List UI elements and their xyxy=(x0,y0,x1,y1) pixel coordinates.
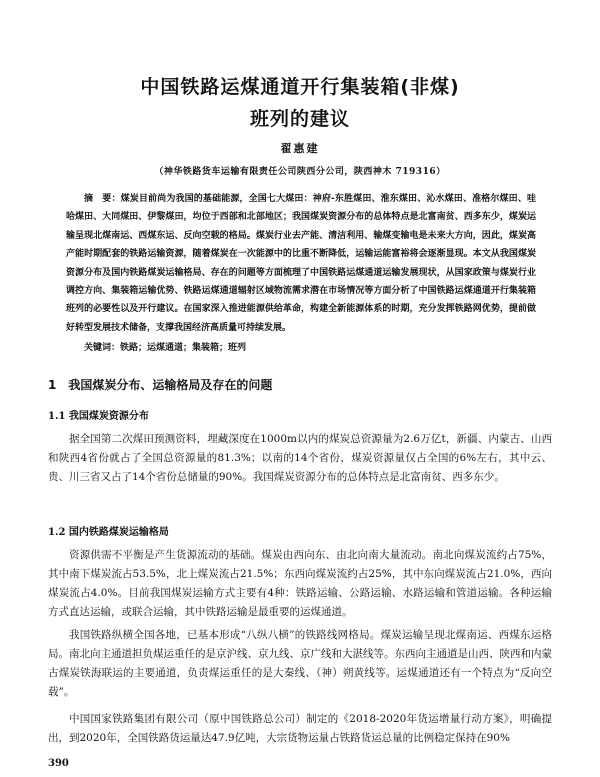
keywords-label: 关键词： xyxy=(84,343,121,353)
section-1-heading: 1 我国煤炭分布、运输格局及存在的问题 xyxy=(48,378,273,392)
abstract-label: 摘 要： xyxy=(84,194,121,204)
keywords xyxy=(66,340,554,353)
abstract xyxy=(66,190,536,337)
section-1-1-heading: 1.1 我国煤炭资源分布 xyxy=(48,411,149,422)
abstract-text: 煤炭目前尚为我国的基础能源，全国七大煤田：神府-东胜煤田、淮东煤田、沁水煤田、准格尔煤田、哇哈煤田、大同煤田、伊黎煤田，均位于西部和北部地区；我国煤炭资源分布的总体特点是北富南贫、西多东少，煤炭运输呈现北煤南运、西煤东运、反向空载的格局。煤炭行业去产能、清洁利用、输煤变输电是未来大方向，因此，煤炭高产能时期配套的铁路运输资源，随着煤炭在一次能源中的比重不断降低，运输运能富裕将会逐渐显现。本文从我国煤炭资源分布及国内铁路煤炭运输格局、存在的问题等方面梳理了中国铁路运煤通道运输发展现状，从国家政策与煤炭行业调控方向、集装箱运输优势、铁路运煤通道辐射区域物流需求潜在市场情况等方面分析了中国铁路运煤通道开行集装箱班列的必要性以及开行建议。在国家深入推进能源供给革命，构建全新能源体系的时期，充分发挥铁路网优势，提前做好转型发展技术储备，支撑我国经济高质量可持续发展。 xyxy=(66,194,536,333)
section-1-1-paragraph: 据全国第二次煤田预测资料，埋藏深度在1000m以内的煤炭总资源量为2.6万亿t，新疆、内蒙古、山西和陕西4省份就占了全国总资源量的81.3%；以南的14个省份，煤炭资源量仅占全国的6%左右，其中云、贵、川三省又占了14个省份总储量的90%。我国煤炭资源分布的总体特点是北富南贫、西多东少。 xyxy=(48,433,552,483)
section-1-2-heading: 1.2 国内铁路煤炭运输格局 xyxy=(48,527,169,538)
section-1-2-paragraph-3: 中国国家铁路集团有限公司（原中国铁路总公司）制定的《2018-2020年货运增量行动方案》，明确提出，到2020年，全国铁路货运量达47.9亿吨，大宗货物运量占铁路货运总量的比例稳定保持在90% xyxy=(48,713,552,744)
author-name: 翟惠建 xyxy=(280,142,320,155)
section-1-2-paragraph-1: 资源供需不平衡是产生货源流动的基础。煤炭由西向东、由北向南大量流动。南北向煤炭流约占75%，其中南下煤炭流占53.5%，北上煤炭流占21.5%；东西向煤炭流约占25%，其中东向煤炭流占21.0%，西向煤炭流占4.0%。目前我国煤炭运输方式主要有4种：铁路运输、公路运输、水路运输和管道运输。各种运输方式直达运输，或联合运输，其中铁路运输是最重要的运煤通道。 xyxy=(48,549,552,618)
section-1-2-paragraph-2: 我国铁路纵横全国各地，已基本形成“八纵八横”的铁路线网格局。煤炭运输呈现北煤南运、西煤东运格局。南北向主通道担负煤运重任的是京沪线、京九线、京广线和大湛线等。东西向主通道是山西、陕西和内蒙古煤炭铁海联运的主要通道，负责煤运重任的是大秦线、（神）朔黄线等。运煤通道还有一个特点为“反向空载”。 xyxy=(48,629,552,698)
author-affiliation: （神华铁路货车运输有限责任公司陕西分公司，陕西神木 719316） xyxy=(154,167,446,177)
page-number: 390 xyxy=(48,758,69,769)
keywords-text: 铁路；运煤通道；集装箱；班列 xyxy=(120,343,247,353)
paper-title-line2: 班列的建议 xyxy=(249,108,350,130)
paper-title-line1: 中国铁路运煤通道开行集装箱(非煤) xyxy=(140,76,460,98)
